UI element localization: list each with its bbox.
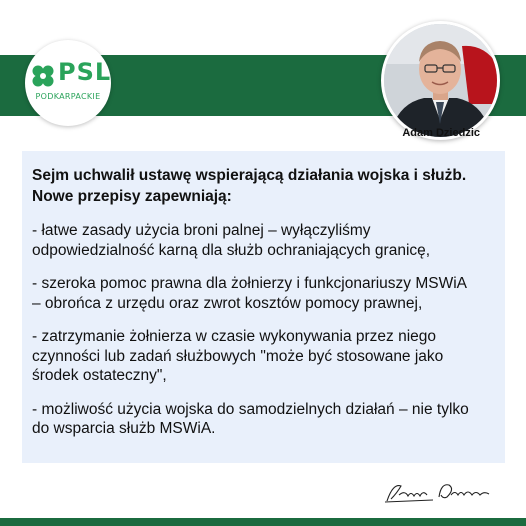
heading-line: Nowe przepisy zapewniają: — [32, 188, 232, 205]
heading-line: Sejm uchwalił ustawę wspierającą działania wojska i służb. — [32, 167, 467, 184]
clover-icon — [30, 63, 56, 89]
list-item — [32, 400, 493, 439]
logo-text: PSL — [58, 58, 112, 86]
list-item — [32, 327, 493, 386]
list-item — [32, 274, 493, 313]
person-name: Adam Dziedzic — [402, 127, 480, 139]
list-item-line: - szeroka pomoc prawna dla żołnierzy i funkcjonariuszy MSWiA — [32, 275, 468, 292]
portrait-photo — [381, 21, 500, 140]
handwritten-signature — [383, 477, 498, 507]
list-item-line: odpowiedzialność karną dla służb ochraniających granicę, — [32, 241, 431, 259]
list-item — [32, 221, 493, 260]
list-item-line: - zatrzymanie żołnierza w czasie wykonywania przez niego — [32, 328, 437, 345]
list-item-line: - możliwość użycia wojska do samodzielnych działań – nie tylko — [32, 400, 469, 418]
list-item-line: - łatwe zasady użycia broni palnej – wyłączyliśmy — [32, 222, 371, 239]
bottom-green-band — [0, 518, 526, 526]
list-item-line: czynności lub zadań służbowych "może być stosowane jako — [32, 347, 444, 365]
announcement-heading — [32, 165, 493, 207]
list-item-line: do wsparcia służb MSWiA. — [32, 420, 216, 437]
logo-subtitle: PODKARPACKIE — [35, 92, 101, 101]
list-item-line: – obrońca z urzędu oraz zwrot kosztów pomocy prawnej, — [32, 294, 423, 312]
content-panel — [22, 151, 505, 463]
psl-logo — [25, 40, 111, 126]
list-item-line: środek ostateczny", — [32, 367, 167, 384]
